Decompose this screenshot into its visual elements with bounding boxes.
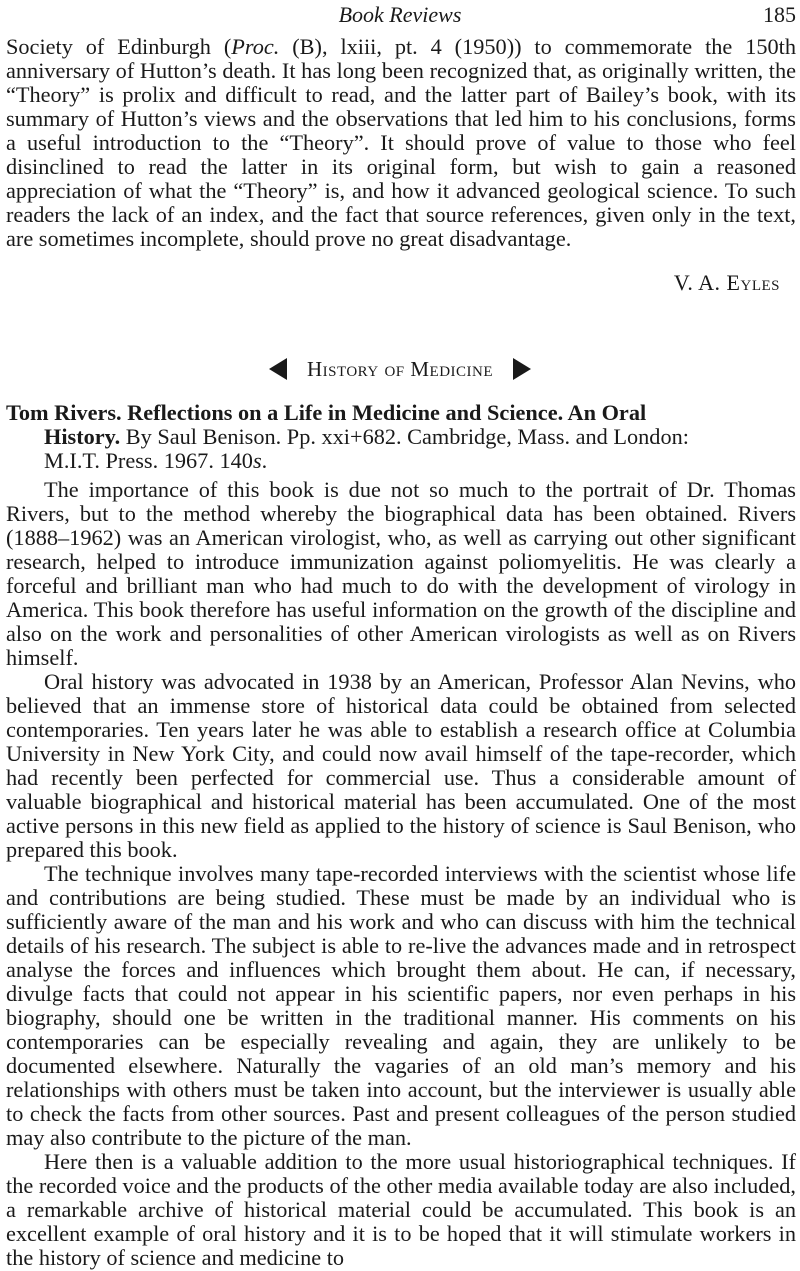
citation-part-2: M.I.T. Press. 1967. 140 xyxy=(44,448,253,473)
page-number: 185 xyxy=(763,2,796,27)
reviewer-name: V. A. Eyles xyxy=(673,270,780,295)
book-citation xyxy=(6,401,796,473)
running-head-title: Book Reviews xyxy=(338,2,462,27)
continuation-proc: Proc. xyxy=(231,34,280,59)
citation-currency: s xyxy=(252,448,262,473)
book-title-line-2: History. xyxy=(44,424,121,449)
book-citation-line-3 xyxy=(6,449,796,473)
citation-end: . xyxy=(261,448,268,473)
book-citation-line-2 xyxy=(6,425,796,449)
section-heading xyxy=(0,355,800,382)
review-paragraph-3: The technique involves many tape-recorded interviews with the scientist whose life and contributions are being studied. These must be made by an individual who is sufficiently aware of the man and his work and who can discuss with him the technical details of his research. The subject is able to re-live the advances made and in retrospect analyse the forces and influences which brought them about. He can, if necessary, divulge facts that could not appear in his scientific papers, nor even perhaps in his biography, should one be written in the traditional manner. His comments on his contemporaries can be especially revealing and again, they are unlikely to be documented elsewhere. Naturally the vagaries of an old man’s memory and his relationships with others must be taken into account, but the interviewer is usually able to check the facts from other sources. Past and present colleagues of the person studied may also contribute to the picture of the man. xyxy=(6,861,796,1150)
review-paragraph-2: Oral history was advocated in 1938 by an American, Professor Alan Nevins, who believed that an immense store of historical data could be obtained from selected contemporaries. Ten years later he was able to establish a research office at Columbia University in New York City, and could now avail himself of the tape-recorder, which had recently been perfected for commercial use. Thus a considerable amount of valuable biographical and historical material has been accumulated. One of the most active persons in this new field as applied to the history of science is Saul Benison, who prepared this book. xyxy=(6,669,796,862)
triangle-left-icon xyxy=(269,358,287,380)
review-paragraph-1: The importance of this book is due not so much to the portrait of Dr. Thomas Rivers, but to the method whereby the biographical data has been obtained. Rivers (1888–1962) was an American virologist, who, as well as carrying out other significant research, helped to introduce immunization against poliomyelitis. He was clearly a forceful and brilliant man who had much to do with the development of virology in America. This book therefore has useful information on the growth of the discipline and also on the work and personalities of other American virologists as well as on Rivers himself. xyxy=(6,477,796,670)
citation-part-1: By Saul Benison. Pp. xxi+682. Cambridge, Mass. and London: xyxy=(120,424,689,449)
section-heading-label: History of Medicine xyxy=(306,356,494,381)
running-head xyxy=(0,0,800,30)
continuation-text-2: (B), lxiii, pt. 4 (1950)) to commemorate the 150th anniversary of Hutton’s death. It has long been recognized that, as originally written, the “Theory” is prolix and difficult to read, and the latter part of Bailey’s book, with its summary of Hutton’s views and the observations that led him to his conclusions, forms a useful introduction to the “Theory”. It should prove of value to those who feel disinclined to read the latter in its original form, but wish to gain a reasoned appreciation of what the “Theory” is, and how it advanced geological science. To such readers the lack of an index, and the fact that source references, given only in the text, are sometimes incomplete, should prove no great disadvantage. xyxy=(6,34,796,251)
triangle-right-icon xyxy=(513,358,531,380)
review-paragraph-4: Here then is a valuable addition to the more usual historiographical techniques. If the recorded voice and the products of the other media available today are also included, a remarkable archive of historical material could be accumulated. This book is an excellent example of oral history and it is to be hoped that it will stimulate workers in the history of science and medicine to xyxy=(6,1149,796,1270)
previous-review-continuation xyxy=(6,35,796,251)
book-title-line-1: Tom Rivers. Reflections on a Life in Medicine and Science. An Oral xyxy=(6,400,647,425)
continuation-text-1: Society of Edinburgh ( xyxy=(6,34,232,59)
review-body xyxy=(6,478,796,1270)
reviewer-signature xyxy=(560,270,780,296)
